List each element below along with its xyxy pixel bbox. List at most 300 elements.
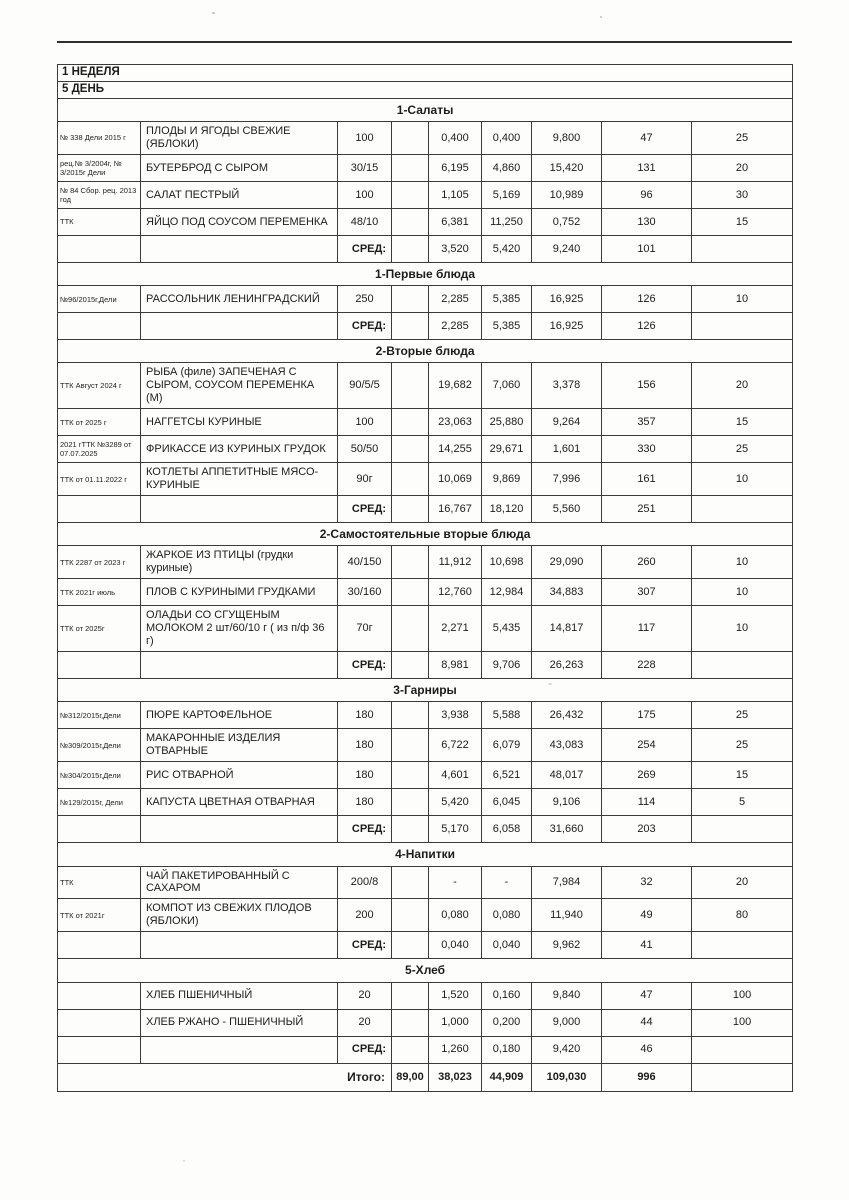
value-col1: 6,722 [429,729,482,762]
avg-value-col1: 3,520 [429,236,482,263]
value-col2: 10,698 [482,546,532,579]
recipe-ref [58,982,141,1009]
value-col5: 15 [692,409,793,436]
value-col3: 0,752 [532,209,602,236]
empty-cell [392,816,429,843]
empty-cell [392,496,429,523]
value-col2: 0,200 [482,1009,532,1036]
portion-value: 90/5/5 [338,363,392,409]
portion-value: 100 [338,182,392,209]
value-col1: 23,063 [429,409,482,436]
table-row [58,866,793,899]
value-col1: 11,912 [429,546,482,579]
table-row [58,82,793,99]
value-col2: 25,880 [482,409,532,436]
section-title: 2-Вторые блюда [58,340,793,363]
value-col3: 7,996 [532,463,602,496]
dish-name: РАССОЛЬНИК ЛЕНИНГРАДСКИЙ [141,286,338,313]
portion-value: 180 [338,789,392,816]
empty-cell [392,762,429,789]
empty-cell [58,1036,141,1063]
portion-value: 180 [338,729,392,762]
scan-speck [212,12,215,14]
value-col4: 47 [602,122,692,155]
recipe-ref: ТТК от 2025г [58,606,141,652]
value-col2: - [482,866,532,899]
empty-cell [392,122,429,155]
recipe-ref: ТТК 2021г июль [58,579,141,606]
value-col4: 126 [602,286,692,313]
scan-speck [600,16,602,18]
empty-cell [392,286,429,313]
table-row [58,409,793,436]
empty-cell [392,1009,429,1036]
section-title: 2-Самостоятельные вторые блюда [58,523,793,546]
value-col1: 2,285 [429,286,482,313]
empty-cell [141,932,338,959]
table-row [58,579,793,606]
avg-value-col4: 251 [602,496,692,523]
table-row [58,729,793,762]
avg-value-col3: 16,925 [532,313,602,340]
dish-name: ЖАРКОЕ ИЗ ПТИЦЫ (грудки куриные) [141,546,338,579]
value-col1: 2,271 [429,606,482,652]
table-row [58,546,793,579]
value-col2: 0,080 [482,899,532,932]
value-col2: 5,435 [482,606,532,652]
table-row [58,702,793,729]
recipe-ref: №309/2015г,Дели [58,729,141,762]
empty-cell [392,606,429,652]
avg-value-col3: 31,660 [532,816,602,843]
value-col5: 10 [692,546,793,579]
section-title: 1-Первые блюда [58,263,793,286]
value-col4: 114 [602,789,692,816]
avg-value-col1: 8,981 [429,652,482,679]
value-col5: 20 [692,155,793,182]
empty-cell [58,816,141,843]
value-col5: 10 [692,579,793,606]
recipe-ref: №312/2015г,Дели [58,702,141,729]
value-col3: 9,000 [532,1009,602,1036]
recipe-ref: 2021 гТТК №3289 от 07.07.2025 [58,436,141,463]
avg-value-col1: 2,285 [429,313,482,340]
value-col2: 6,079 [482,729,532,762]
section-title: 3-Гарниры [58,679,793,702]
dish-name: НАГГЕТСЫ КУРИНЫЕ [141,409,338,436]
value-col1: 3,938 [429,702,482,729]
empty-cell [692,1036,793,1063]
empty-cell [692,932,793,959]
value-col4: 117 [602,606,692,652]
value-col4: 156 [602,363,692,409]
value-col4: 260 [602,546,692,579]
menu-table [57,64,793,1092]
recipe-ref: ТТК [58,866,141,899]
avg-value-col1: 1,260 [429,1036,482,1063]
value-col2: 6,521 [482,762,532,789]
recipe-ref: № 338 Дели 2015 г [58,122,141,155]
week-label: 1 НЕДЕЛЯ [58,65,793,82]
dish-name: САЛАТ ПЕСТРЫЙ [141,182,338,209]
table-row [58,65,793,82]
recipe-ref: №129/2015г, Дели [58,789,141,816]
empty-cell [392,546,429,579]
avg-label: СРЕД: [338,313,392,340]
total-value-col5: 996 [602,1063,692,1091]
value-col3: 9,800 [532,122,602,155]
avg-value-col2: 0,040 [482,932,532,959]
avg-value-col2: 6,058 [482,816,532,843]
empty-cell [58,236,141,263]
value-col3: 29,090 [532,546,602,579]
recipe-ref: №304/2015г,Дели [58,762,141,789]
total-value-col2: 38,023 [429,1063,482,1091]
table-row [58,606,793,652]
empty-cell [392,236,429,263]
value-col3: 16,925 [532,286,602,313]
value-col4: 44 [602,1009,692,1036]
table-row [58,286,793,313]
table-row [58,313,793,340]
table-row [58,932,793,959]
portion-value: 100 [338,409,392,436]
portion-value: 20 [338,1009,392,1036]
avg-value-col2: 9,706 [482,652,532,679]
value-col3: 26,432 [532,702,602,729]
empty-cell [392,436,429,463]
avg-label: СРЕД: [338,816,392,843]
empty-cell [392,182,429,209]
value-col5: 25 [692,702,793,729]
value-col5: 15 [692,762,793,789]
value-col2: 11,250 [482,209,532,236]
empty-cell [141,236,338,263]
empty-cell [392,1036,429,1063]
table-row [58,363,793,409]
value-col5: 15 [692,209,793,236]
table-row [58,99,793,122]
value-col3: 10,989 [532,182,602,209]
value-col4: 175 [602,702,692,729]
table-row [58,1036,793,1063]
portion-value: 30/15 [338,155,392,182]
recipe-ref: №96/2015г,Дели [58,286,141,313]
portion-value: 40/150 [338,546,392,579]
value-col4: 161 [602,463,692,496]
portion-value: 250 [338,286,392,313]
value-col2: 7,060 [482,363,532,409]
avg-value-col2: 5,385 [482,313,532,340]
table-row [58,959,793,982]
portion-value: 30/160 [338,579,392,606]
dish-name: КОМПОТ ИЗ СВЕЖИХ ПЛОДОВ (ЯБЛОКИ) [141,899,338,932]
table-row [58,899,793,932]
empty-cell [58,313,141,340]
empty-cell [392,899,429,932]
empty-cell [692,1063,793,1091]
portion-value: 20 [338,982,392,1009]
value-col3: 7,984 [532,866,602,899]
empty-cell [392,209,429,236]
value-col4: 49 [602,899,692,932]
dish-name: ЧАЙ ПАКЕТИРОВАННЫЙ С САХАРОМ [141,866,338,899]
value-col1: 0,080 [429,899,482,932]
table-row [58,209,793,236]
value-col2: 6,045 [482,789,532,816]
empty-cell [392,313,429,340]
section-title: 1-Салаты [58,99,793,122]
value-col4: 130 [602,209,692,236]
value-col1: 12,760 [429,579,482,606]
dish-name: КАПУСТА ЦВЕТНАЯ ОТВАРНАЯ [141,789,338,816]
table-row [58,982,793,1009]
empty-cell [58,496,141,523]
avg-value-col2: 0,180 [482,1036,532,1063]
empty-cell [141,1036,338,1063]
value-col5: 10 [692,463,793,496]
table-row [58,762,793,789]
empty-cell [392,789,429,816]
value-col3: 15,420 [532,155,602,182]
dish-name: МАКАРОННЫЕ ИЗДЕЛИЯ ОТВАРНЫЕ [141,729,338,762]
empty-cell [692,652,793,679]
dish-name: ПЛОВ С КУРИНЫМИ ГРУДКАМИ [141,579,338,606]
value-col3: 14,817 [532,606,602,652]
dish-name: ХЛЕБ РЖАНО - ПШЕНИЧНЫЙ [141,1009,338,1036]
avg-value-col3: 26,263 [532,652,602,679]
empty-cell [392,729,429,762]
value-col1: 0,400 [429,122,482,155]
avg-label: СРЕД: [338,932,392,959]
value-col3: 9,264 [532,409,602,436]
value-col5: 80 [692,899,793,932]
dish-name: БУТЕРБРОД С СЫРОМ [141,155,338,182]
empty-cell [692,496,793,523]
table-row [58,496,793,523]
empty-cell [141,496,338,523]
dish-name: КОТЛЕТЫ АППЕТИТНЫЕ МЯСО-КУРИНЫЕ [141,463,338,496]
value-col4: 330 [602,436,692,463]
value-col3: 34,883 [532,579,602,606]
value-col1: - [429,866,482,899]
value-col5: 5 [692,789,793,816]
scan-speck [183,1160,185,1162]
table-row [58,263,793,286]
day-label: 5 ДЕНЬ [58,82,793,99]
dish-name: ПЮРЕ КАРТОФЕЛЬНОЕ [141,702,338,729]
recipe-ref: ТТК от 2021г [58,899,141,932]
empty-cell [392,579,429,606]
empty-cell [392,155,429,182]
dish-name: ПЛОДЫ И ЯГОДЫ СВЕЖИЕ (ЯБЛОКИ) [141,122,338,155]
value-col4: 307 [602,579,692,606]
avg-label: СРЕД: [338,496,392,523]
value-col1: 1,000 [429,1009,482,1036]
portion-value: 100 [338,122,392,155]
avg-label: СРЕД: [338,1036,392,1063]
value-col1: 10,069 [429,463,482,496]
recipe-ref: ТТК от 01.11.2022 г [58,463,141,496]
empty-cell [392,932,429,959]
menu-table-body [58,65,793,1092]
value-col2: 12,984 [482,579,532,606]
avg-value-col3: 9,240 [532,236,602,263]
value-col3: 1,601 [532,436,602,463]
section-title: 4-Напитки [58,843,793,866]
avg-value-col4: 41 [602,932,692,959]
value-col4: 254 [602,729,692,762]
avg-value-col4: 228 [602,652,692,679]
avg-value-col4: 101 [602,236,692,263]
portion-value: 180 [338,702,392,729]
value-col5: 25 [692,122,793,155]
value-col2: 5,385 [482,286,532,313]
empty-cell [392,866,429,899]
value-col5: 25 [692,729,793,762]
value-col1: 1,105 [429,182,482,209]
value-col2: 5,169 [482,182,532,209]
total-value-col1: 89,00 [392,1063,429,1091]
total-value-col3: 44,909 [482,1063,532,1091]
dish-name: РИС ОТВАРНОЙ [141,762,338,789]
value-col5: 20 [692,363,793,409]
value-col5: 100 [692,1009,793,1036]
section-title: 5-Хлеб [58,959,793,982]
table-row [58,340,793,363]
recipe-ref: ТТК Август 2024 г [58,363,141,409]
dish-name: ЯЙЦО ПОД СОУСОМ ПЕРЕМЕНКА [141,209,338,236]
empty-cell [58,932,141,959]
value-col4: 131 [602,155,692,182]
value-col4: 96 [602,182,692,209]
avg-value-col4: 126 [602,313,692,340]
value-col2: 0,400 [482,122,532,155]
empty-cell [392,652,429,679]
avg-value-col2: 18,120 [482,496,532,523]
avg-value-col1: 0,040 [429,932,482,959]
empty-cell [58,652,141,679]
empty-cell [141,816,338,843]
recipe-ref: № 84 Сбор. рец. 2013 год [58,182,141,209]
avg-value-col3: 9,962 [532,932,602,959]
dish-name: ФРИКАССЕ ИЗ КУРИНЫХ ГРУДОК [141,436,338,463]
value-col4: 357 [602,409,692,436]
empty-cell [692,313,793,340]
value-col3: 43,083 [532,729,602,762]
value-col5: 100 [692,982,793,1009]
value-col1: 6,381 [429,209,482,236]
avg-value-col2: 5,420 [482,236,532,263]
empty-cell [392,463,429,496]
empty-cell [141,313,338,340]
table-row [58,523,793,546]
recipe-ref [58,1009,141,1036]
value-col5: 25 [692,436,793,463]
value-col4: 47 [602,982,692,1009]
page-top-rule [57,41,792,43]
value-col5: 10 [692,606,793,652]
portion-value: 70г [338,606,392,652]
recipe-ref: ТТК 2287 от 2023 г [58,546,141,579]
value-col2: 4,860 [482,155,532,182]
empty-cell [392,702,429,729]
table-row [58,1009,793,1036]
value-col2: 29,671 [482,436,532,463]
value-col1: 1,520 [429,982,482,1009]
value-col4: 269 [602,762,692,789]
avg-value-col3: 5,560 [532,496,602,523]
empty-cell [692,816,793,843]
avg-label: СРЕД: [338,236,392,263]
empty-cell [392,982,429,1009]
table-row [58,436,793,463]
total-label: Итого: [58,1063,392,1091]
portion-value: 48/10 [338,209,392,236]
table-row [58,652,793,679]
empty-cell [141,652,338,679]
value-col2: 9,869 [482,463,532,496]
avg-value-col4: 203 [602,816,692,843]
avg-value-col1: 5,170 [429,816,482,843]
value-col1: 14,255 [429,436,482,463]
value-col3: 9,106 [532,789,602,816]
portion-value: 90г [338,463,392,496]
table-row [58,122,793,155]
dish-name: ХЛЕБ ПШЕНИЧНЫЙ [141,982,338,1009]
table-row [58,679,793,702]
value-col1: 19,682 [429,363,482,409]
value-col2: 0,160 [482,982,532,1009]
portion-value: 180 [338,762,392,789]
value-col3: 11,940 [532,899,602,932]
value-col3: 9,840 [532,982,602,1009]
empty-cell [392,363,429,409]
avg-value-col4: 46 [602,1036,692,1063]
recipe-ref: рец.№ 3/2004г, № 3/2015г Дели [58,155,141,182]
empty-cell [392,409,429,436]
table-row [58,789,793,816]
empty-cell [692,236,793,263]
portion-value: 50/50 [338,436,392,463]
dish-name: РЫБА (филе) ЗАПЕЧЕНАЯ С СЫРОМ, СОУСОМ ПЕРЕМЕНКА (М) [141,363,338,409]
table-row [58,1063,793,1091]
value-col1: 4,601 [429,762,482,789]
table-row [58,155,793,182]
value-col5: 30 [692,182,793,209]
table-row [58,236,793,263]
table-row [58,182,793,209]
table-row [58,816,793,843]
table-row [58,463,793,496]
value-col3: 48,017 [532,762,602,789]
value-col4: 32 [602,866,692,899]
table-row [58,843,793,866]
portion-value: 200/8 [338,866,392,899]
total-value-col4: 109,030 [532,1063,602,1091]
value-col1: 5,420 [429,789,482,816]
avg-label: СРЕД: [338,652,392,679]
avg-value-col3: 9,420 [532,1036,602,1063]
value-col5: 20 [692,866,793,899]
dish-name: ОЛАДЬИ СО СГУЩЕНЫМ МОЛОКОМ 2 шт/60/10 г ( из п/ф 36 г) [141,606,338,652]
value-col2: 5,588 [482,702,532,729]
recipe-ref: ТТК от 2025 г [58,409,141,436]
value-col1: 6,195 [429,155,482,182]
recipe-ref: ТТК [58,209,141,236]
avg-value-col1: 16,767 [429,496,482,523]
portion-value: 200 [338,899,392,932]
